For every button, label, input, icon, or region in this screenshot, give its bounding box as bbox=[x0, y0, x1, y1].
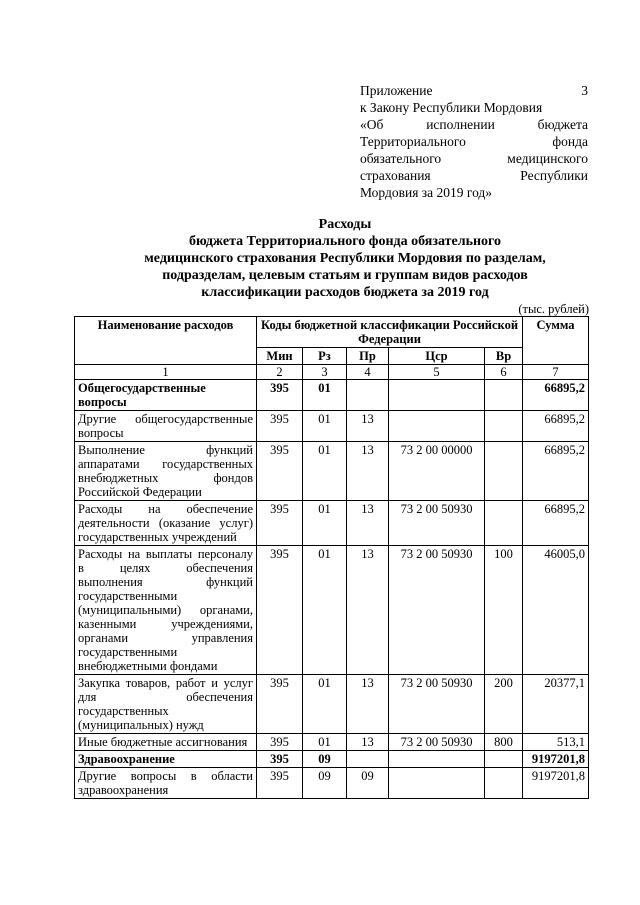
title-line: классификации расходов бюджета за 2019 год bbox=[201, 285, 489, 300]
row-sum-cell: 66895,2 bbox=[523, 442, 589, 501]
row-pr-cell: 13 bbox=[347, 501, 389, 546]
row-name-cell: Другие вопросы в области здравоохранения bbox=[75, 768, 257, 799]
row-vr-cell: 200 bbox=[485, 675, 523, 734]
appendix-line: Территориального фонда bbox=[360, 134, 588, 149]
row-sum-cell: 20377,1 bbox=[523, 675, 589, 734]
row-rz-cell: 01 bbox=[303, 411, 347, 442]
table-body bbox=[75, 365, 589, 799]
row-rz-cell: 01 bbox=[303, 546, 347, 675]
table-row bbox=[75, 734, 589, 751]
header-pr: Пр bbox=[347, 348, 389, 365]
row-name-cell: Расходы на обеспечение деятельности (оказание услуг) государственных учреждений bbox=[75, 501, 257, 546]
row-pr-cell: 13 bbox=[347, 442, 389, 501]
row-vr-cell: 800 bbox=[485, 734, 523, 751]
row-rz-cell: 01 bbox=[303, 675, 347, 734]
index-cell: 2 bbox=[257, 365, 303, 380]
row-min-cell: 395 bbox=[257, 675, 303, 734]
header-vr: Вр bbox=[485, 348, 523, 365]
row-min-cell: 395 bbox=[257, 442, 303, 501]
title-line: подразделам, целевым статьям и группам видов расходов bbox=[162, 268, 528, 283]
row-pr-cell: 13 bbox=[347, 734, 389, 751]
appendix-line: к Закону Республики Мордовия bbox=[360, 100, 543, 115]
column-index-row bbox=[75, 365, 589, 380]
table-row bbox=[75, 768, 589, 799]
header-rz: Рз bbox=[303, 348, 347, 365]
title-line: Расходы bbox=[318, 217, 372, 232]
row-min-cell: 395 bbox=[257, 501, 303, 546]
appendix-line: страхования Республики bbox=[360, 168, 588, 183]
header-codes: Коды бюджетной классификации Российской Федерации bbox=[257, 317, 523, 348]
row-sum-cell: 513,1 bbox=[523, 734, 589, 751]
row-csr-cell: 73 2 00 50930 bbox=[389, 734, 485, 751]
row-min-cell: 395 bbox=[257, 546, 303, 675]
row-rz-cell: 01 bbox=[303, 442, 347, 501]
appendix-line: Мордовия за 2019 год» bbox=[360, 185, 493, 200]
row-min-cell: 395 bbox=[257, 411, 303, 442]
table-row bbox=[75, 380, 589, 411]
row-min-cell: 395 bbox=[257, 768, 303, 799]
table-row bbox=[75, 501, 589, 546]
appendix-line: Приложение 3 bbox=[360, 83, 588, 98]
title-line: медицинского страхования Республики Мордовия по разделам, bbox=[144, 251, 546, 266]
table-row bbox=[75, 675, 589, 734]
row-sum-cell: 9197201,8 bbox=[523, 768, 589, 799]
row-rz-cell: 09 bbox=[303, 751, 347, 768]
row-name-cell: Иные бюджетные ассигнования bbox=[75, 734, 257, 751]
row-csr-cell bbox=[389, 768, 485, 799]
unit-label: (тыс. рублей) bbox=[518, 302, 589, 316]
table-row bbox=[75, 751, 589, 768]
row-vr-cell bbox=[485, 411, 523, 442]
row-rz-cell: 01 bbox=[303, 734, 347, 751]
row-vr-cell bbox=[485, 380, 523, 411]
row-pr-cell bbox=[347, 751, 389, 768]
header-name: Наименование расходов bbox=[75, 317, 257, 365]
header-min: Мин bbox=[257, 348, 303, 365]
row-min-cell: 395 bbox=[257, 734, 303, 751]
row-sum-cell: 9197201,8 bbox=[523, 751, 589, 768]
appendix-line: «Об исполнении бюджета bbox=[360, 117, 588, 132]
appendix-line: обязательного медицинского bbox=[360, 151, 588, 166]
row-rz-cell: 01 bbox=[303, 380, 347, 411]
index-cell: 1 bbox=[75, 365, 257, 380]
row-sum-cell: 66895,2 bbox=[523, 501, 589, 546]
row-name-cell: Выполнение функций аппаратами государственных внебюджетных фондов Российской Федерации bbox=[75, 442, 257, 501]
index-cell: 3 bbox=[303, 365, 347, 380]
row-csr-cell bbox=[389, 411, 485, 442]
row-rz-cell: 09 bbox=[303, 768, 347, 799]
row-name-cell: Другие общегосударственные вопросы bbox=[75, 411, 257, 442]
row-pr-cell: 13 bbox=[347, 675, 389, 734]
row-name-cell: Здравоохранение bbox=[75, 751, 257, 768]
row-sum-cell: 66895,2 bbox=[523, 411, 589, 442]
index-cell: 6 bbox=[485, 365, 523, 380]
index-cell: 7 bbox=[523, 365, 589, 380]
title-line: бюджета Территориального фонда обязательного bbox=[188, 234, 502, 249]
index-cell: 5 bbox=[389, 365, 485, 380]
index-cell: 4 bbox=[347, 365, 389, 380]
row-vr-cell bbox=[485, 442, 523, 501]
expenses-table bbox=[74, 316, 589, 799]
table-row bbox=[75, 411, 589, 442]
row-vr-cell bbox=[485, 751, 523, 768]
row-pr-cell: 13 bbox=[347, 546, 389, 675]
row-vr-cell bbox=[485, 501, 523, 546]
row-csr-cell: 73 2 00 50930 bbox=[389, 501, 485, 546]
row-vr-cell: 100 bbox=[485, 546, 523, 675]
row-min-cell: 395 bbox=[257, 380, 303, 411]
row-csr-cell bbox=[389, 380, 485, 411]
row-pr-cell bbox=[347, 380, 389, 411]
row-name-cell: Закупка товаров, работ и услуг для обеспечения государственных (муниципальных) нужд bbox=[75, 675, 257, 734]
row-csr-cell: 73 2 00 50930 bbox=[389, 675, 485, 734]
document-title bbox=[100, 216, 590, 301]
row-sum-cell: 66895,2 bbox=[523, 380, 589, 411]
table-row bbox=[75, 546, 589, 675]
row-pr-cell: 09 bbox=[347, 768, 389, 799]
row-pr-cell: 13 bbox=[347, 411, 389, 442]
header-sum: Сумма bbox=[523, 317, 589, 365]
table-row bbox=[75, 442, 589, 501]
row-csr-cell bbox=[389, 751, 485, 768]
row-name-cell: Расходы на выплаты персоналу в целях обеспечения выполнения функций государственными (муниципальными) органами, казенными учреждениями, органами управления государственными внебюджетными фондами bbox=[75, 546, 257, 675]
row-sum-cell: 46005,0 bbox=[523, 546, 589, 675]
row-vr-cell bbox=[485, 768, 523, 799]
row-min-cell: 395 bbox=[257, 751, 303, 768]
row-csr-cell: 73 2 00 00000 bbox=[389, 442, 485, 501]
header-csr: Цср bbox=[389, 348, 485, 365]
row-csr-cell: 73 2 00 50930 bbox=[389, 546, 485, 675]
row-name-cell: Общегосударственные вопросы bbox=[75, 380, 257, 411]
row-rz-cell: 01 bbox=[303, 501, 347, 546]
appendix-block bbox=[360, 82, 588, 201]
